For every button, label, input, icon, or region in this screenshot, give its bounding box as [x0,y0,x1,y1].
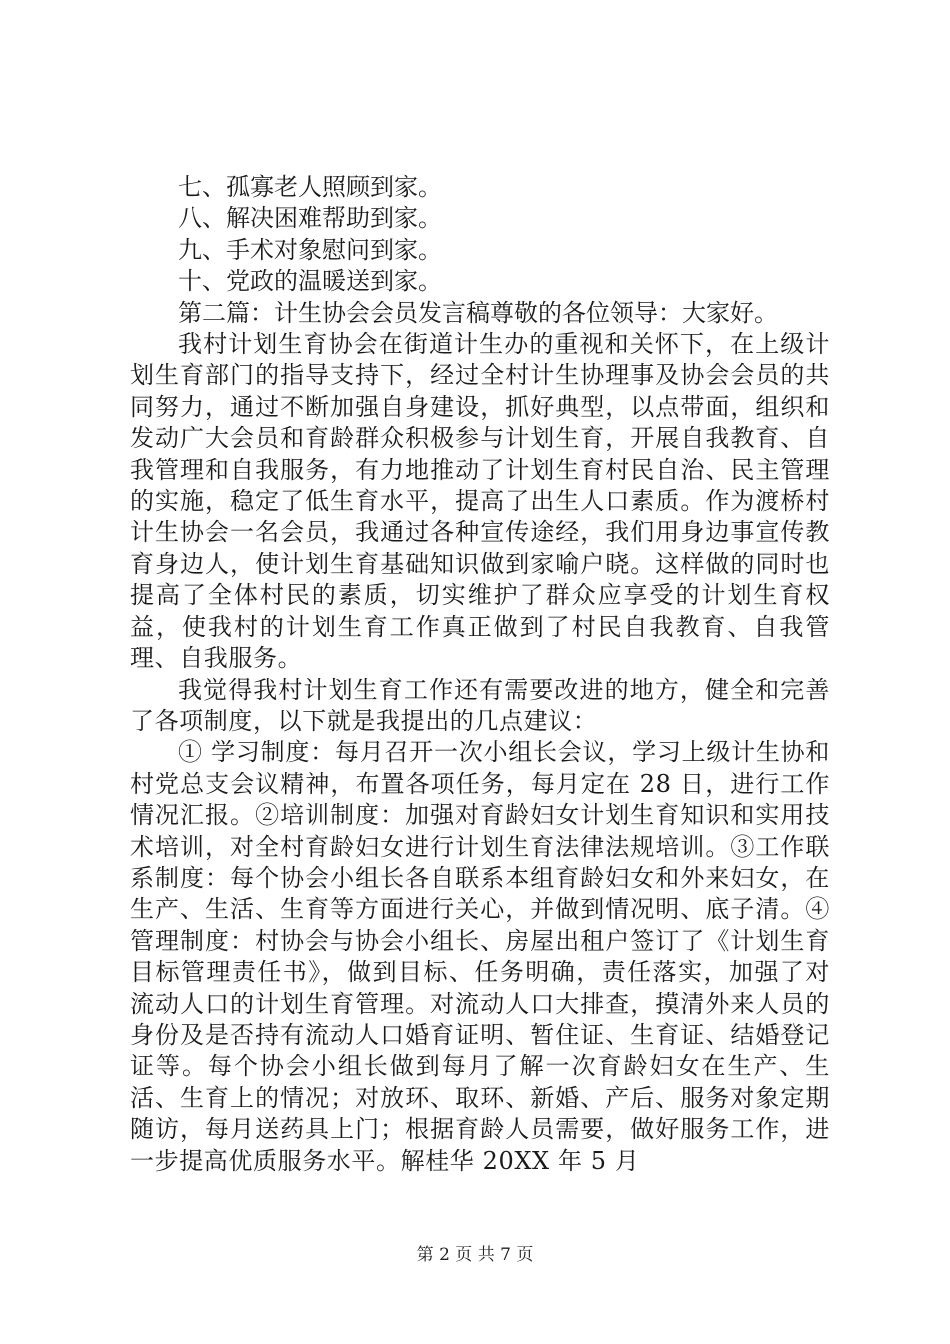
list-item-7: 七、孤寡老人照顾到家。 [178,173,442,201]
list-item-10: 十、党政的温暖送到家。 [178,267,442,296]
paragraph-systems: ① 学习制度：每月召开一次小组长会议，学习上级计生协和村党总支会议精神，布置各项任务，每月定在 28 日，进行工作情况汇报。②培训制度：加强对育龄妇女计划生育知识和实用技术培训，对全村育龄妇女进行计划生育法律法规培训。③工作联系制度：每个协会小组长各自联系本组育龄妇女和外来妇女，在生产、生活、生育等方面进行关心，并做到情况明、底子清。④管理制度：村协会与协会小组长、房屋出租户签订了《计划生育目标管理责任书》，做到目标、任务明确，责任落实，加强了对流动人口的计划生育管理。对流动人口大排查，摸清外来人员的身份及是否持有流动人口婚育证明、暂住证、生育证、结婚登记证等。每个协会小组长做到每月了解一次育龄妇女在生产、生活、生育上的情况；对放环、取环、新婚、产后、服务对象定期随访，每月送药具上门；根据育龄人员需要，做好服务工作，进一步提高优质服务水平。解桂华 20XX 年 5 月 [130,738,830,1175]
page-number-footer: 第 2 页 共 7 页 [416,1245,534,1265]
document-body [130,172,830,1177]
list-item-8: 八、解决困难帮助到家。 [178,204,442,233]
paragraph-intro: 我村计划生育协会在街道计生办的重视和关怀下，在上级计划生育部门的指导支持下，经过全村计生协理事及协会会员的共同努力，通过不断加强自身建设，抓好典型，以点带面，组织和发动广大会员和育龄群众积极参与计划生育，开展自我教育、自我管理和自我服务，有力地推动了计划生育村民自治、民主管理的实施，稳定了低生育水平，提高了出生人口素质。作为渡桥村计生协会一名会员，我通过各种宣传途经，我们用身边事宣传教育身边人，使计划生育基础知识做到家喻户晓。这样做的同时也提高了全体村民的素质，切实维护了群众应享受的计划生育权益，使我村的计划生育工作真正做到了村民自我教育、自我管理、自我服务。 [130,330,830,673]
section-heading: 第二篇：计生协会会员发言稿尊敬的各位领导：大家好。 [178,298,778,327]
paragraph-suggestion-lead: 我觉得我村计划生育工作还有需要改进的地方，健全和完善了各项制度，以下就是我提出的几点建议： [130,675,830,735]
list-item-9: 九、手术对象慰问到家。 [178,235,442,264]
